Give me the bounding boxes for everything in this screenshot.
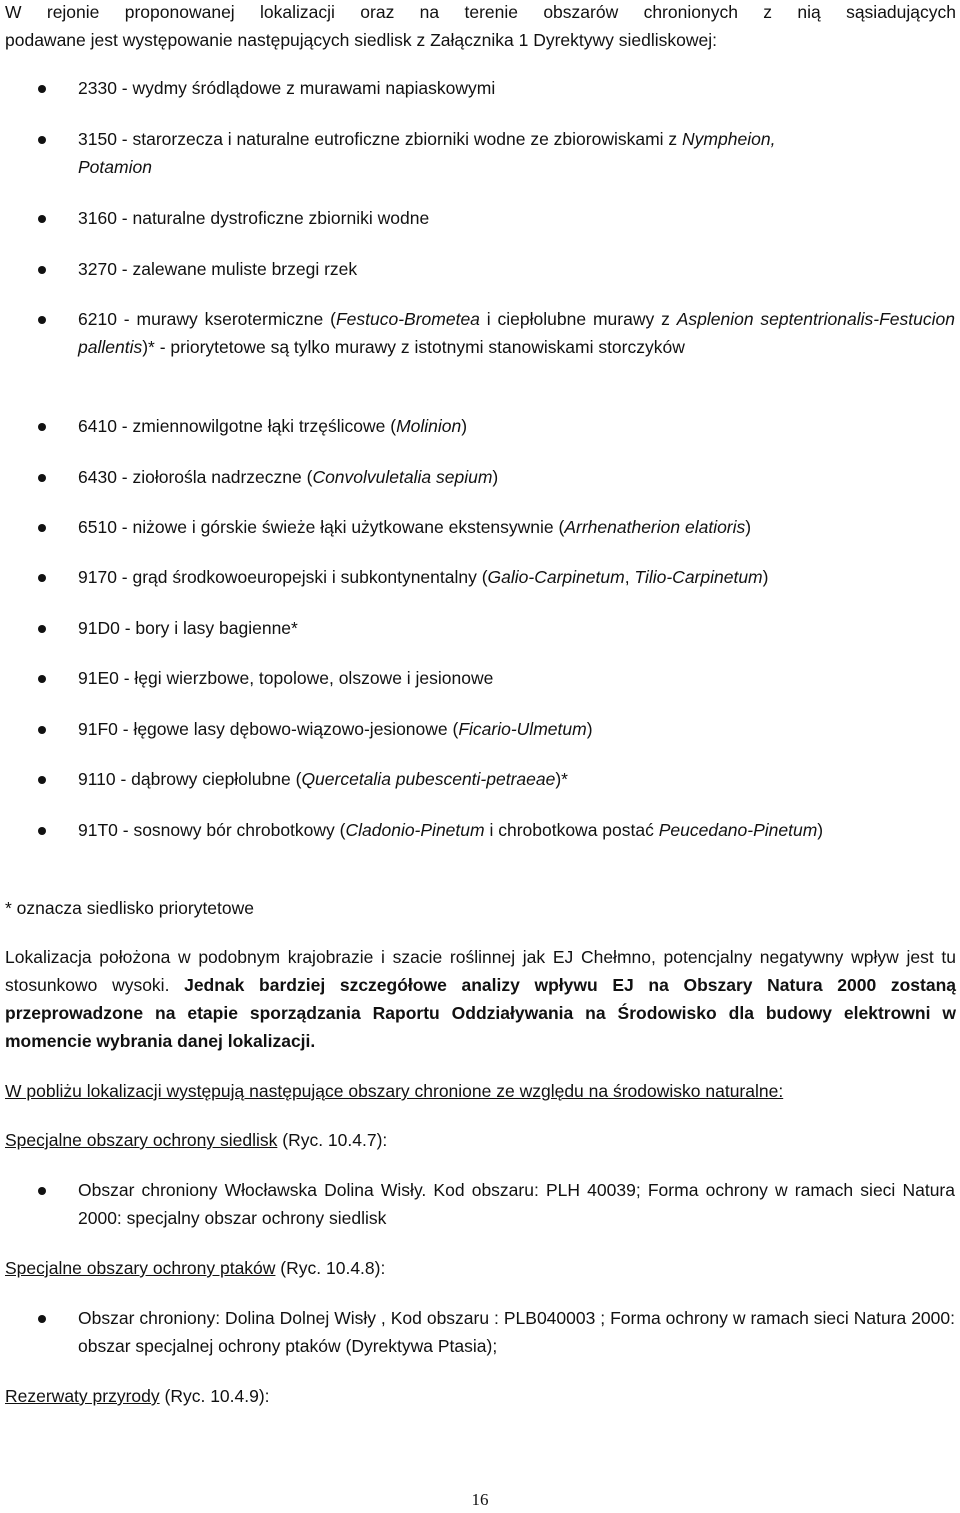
habitat-91F0: 91F0 - łęgowe lasy dębowo-wiązowo-jesionowe (Ficario-Ulmetum) (78, 719, 593, 739)
location-paragraph: Lokalizacja położona w podobnym krajobrazie i szacie roślinnej jak EJ Chełmno, potencjalny negatywny wpływ jest tu stosunkowo wysoki. Jednak bardziej szczegółowe analizy wpływu EJ na Obszary Natura 2000 zostaną przeprowadzone na etapie sporządzania Raportu Oddziaływania na Środowisko dla budowy elektrowni w momencie wybrania danej lokalizacji. (5, 947, 956, 1051)
intro-line-1: W rejonie proponowanej lokalizacji oraz na terenie obszarów chronionych z nią sąsiadujących (5, 2, 956, 22)
bullet-icon (38, 1187, 46, 1195)
habitat-91E0: 91E0 - łęgi wierzbowe, topolowe, olszowe i jesionowe (78, 668, 494, 688)
habitat-6510: 6510 - niżowe i górskie świeże łąki użytkowane ekstensywnie (Arrhenatherion elatioris) (78, 517, 752, 537)
bullet-icon (38, 136, 46, 144)
habitat-91T0: 91T0 - sosnowy bór chrobotkowy (Cladonio-Pinetum i chrobotkowa postać Peucedano-Pinetum) (78, 820, 824, 840)
bullet-icon (38, 524, 46, 532)
bullet-icon (38, 215, 46, 223)
oso-item: Obszar chroniony: Dolina Dolnej Wisły , Kod obszaru : PLB040003 ; Forma ochrony w ramach sieci Natura 2000: obszar specjalnej ochrony ptaków (Dyrektywa Ptasia); (78, 1308, 955, 1356)
bullet-icon (38, 85, 46, 93)
habitat-6430: 6430 - ziołorośla nadrzeczne (Convolvuletalia sepium) (78, 467, 499, 487)
habitat-3160: 3160 - naturalne dystroficzne zbiorniki wodne (78, 208, 430, 228)
bullet-icon (38, 827, 46, 835)
oso-heading: Specjalne obszary ochrony ptaków (Ryc. 10.4.8): (5, 1258, 386, 1278)
priority-footnote: * oznacza siedlisko priorytetowe (5, 898, 255, 918)
bullet-icon (38, 776, 46, 784)
protected-areas-heading: W pobliżu lokalizacji występują następujące obszary chronione ze względu na środowisko naturalne: (5, 1081, 784, 1101)
bullet-icon (38, 474, 46, 482)
bullet-icon (38, 574, 46, 582)
bullet-icon (38, 625, 46, 633)
reserves-heading: Rezerwaty przyrody (Ryc. 10.4.9): (5, 1386, 270, 1406)
bullet-icon (38, 726, 46, 734)
bullet-icon (38, 675, 46, 683)
soo-heading: Specjalne obszary ochrony siedlisk (Ryc. 10.4.7): (5, 1130, 388, 1150)
habitat-3150: 3150 - starorzecza i naturalne eutroficzne zbiorniki wodne ze zbiorowiskami z Nympheion, Potamion (78, 129, 776, 177)
habitat-6410: 6410 - zmiennowilgotne łąki trzęślicowe (Molinion) (78, 416, 468, 436)
habitat-2330: 2330 - wydmy śródlądowe z murawami napiaskowymi (78, 78, 496, 98)
habitat-9170: 9170 - grąd środkowoeuropejski i subkontynentalny (Galio-Carpinetum, Tilio-Carpinetum) (78, 567, 769, 587)
bullet-icon (38, 423, 46, 431)
page-number: 16 (471, 1490, 489, 1509)
bullet-icon (38, 266, 46, 274)
bullet-icon (38, 1315, 46, 1323)
habitat-3270: 3270 - zalewane muliste brzegi rzek (78, 259, 358, 279)
habitat-9110: 9110 - dąbrowy ciepłolubne (Quercetalia pubescenti-petraeae)* (78, 769, 568, 789)
habitat-6210: 6210 - murawy kserotermiczne (Festuco-Brometea i ciepłolubne murawy z Asplenion septentrionalis-Festucion pallentis)* - priorytetowe są tylko murawy z istotnymi stanowiskami storczyków (78, 309, 955, 357)
habitat-91D0: 91D0 - bory i lasy bagienne* (78, 618, 298, 638)
bullet-icon (38, 316, 46, 324)
intro-line-2: podawane jest występowanie następujących siedlisk z Załącznika 1 Dyrektywy siedliskowej: (5, 30, 717, 50)
soo-item: Obszar chroniony Włocławska Dolina Wisły. Kod obszaru: PLH 40039; Forma ochrony w ramach sieci Natura 2000: specjalny obszar ochrony siedlisk (78, 1180, 955, 1228)
